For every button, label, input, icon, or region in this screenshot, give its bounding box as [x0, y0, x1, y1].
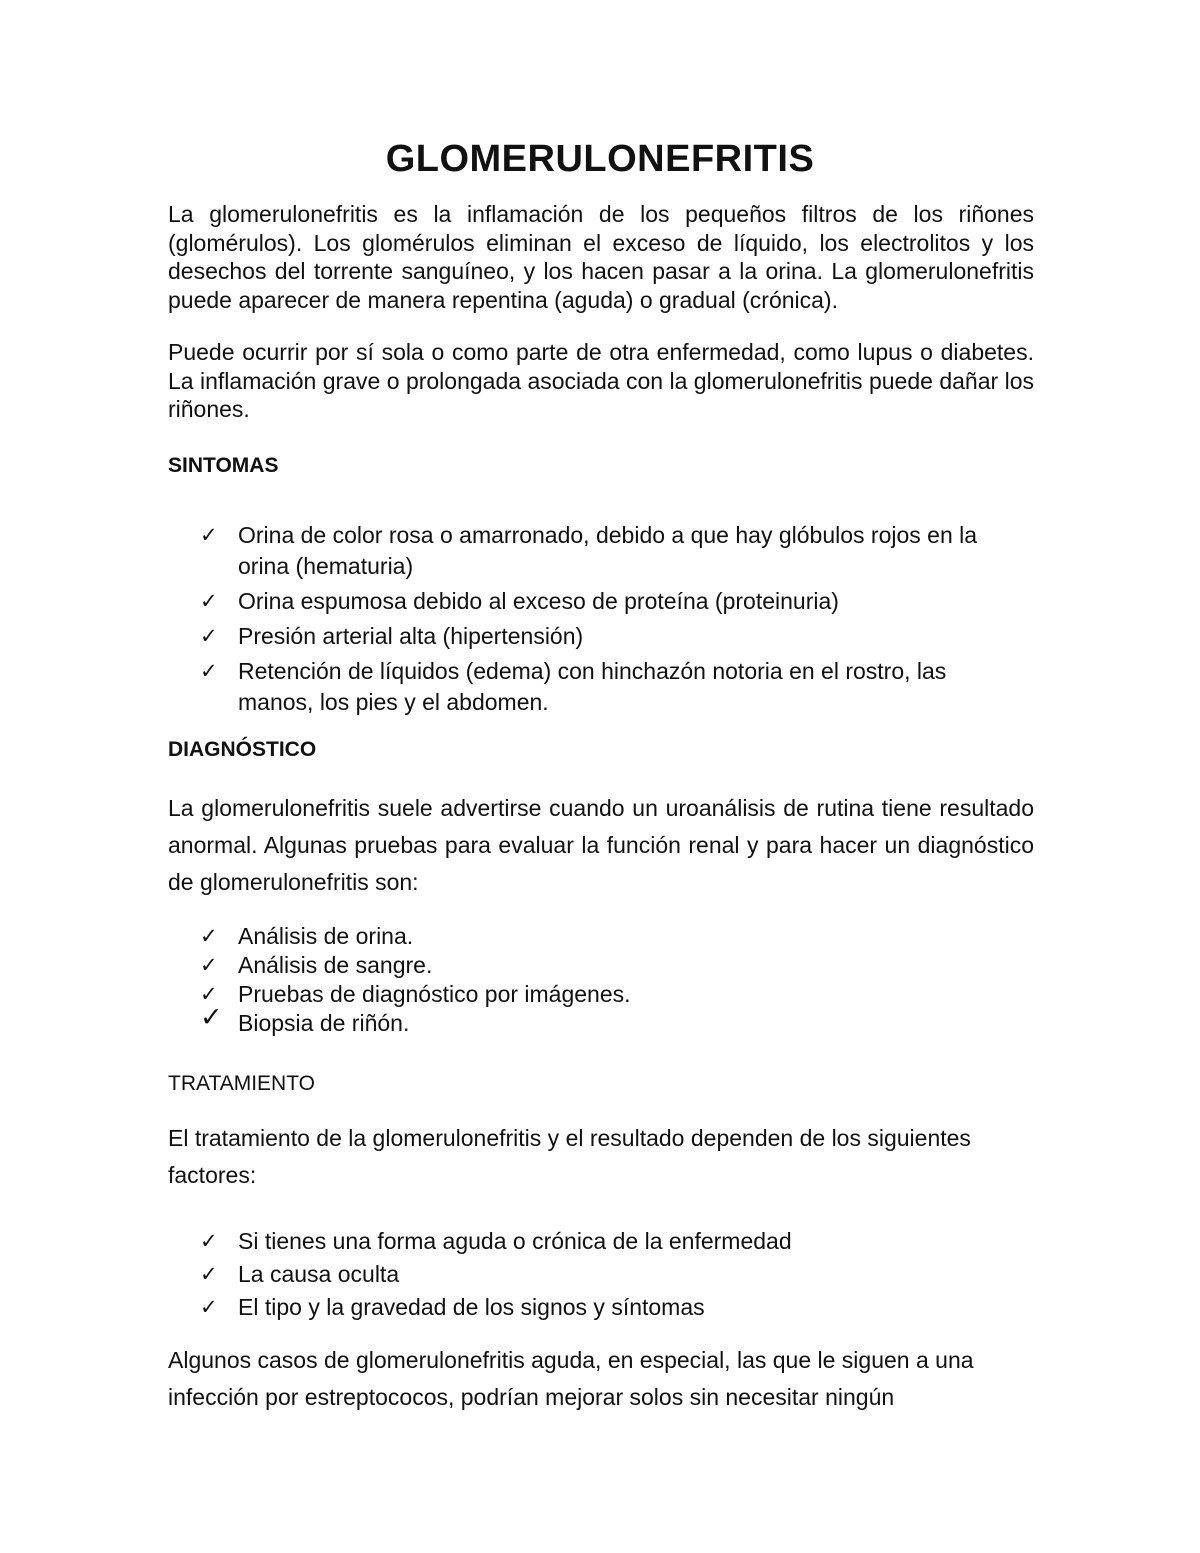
list-item-text: Análisis de orina. — [238, 923, 414, 949]
diagnostico-list — [200, 922, 1020, 1038]
tratamiento-closing-paragraph: Algunos casos de glomerulonefritis aguda, en especial, las que le siguen a una infección por estreptococos, podrían mejorar solos sin necesitar ningún — [168, 1347, 974, 1410]
check-mark-icon: ✓ — [200, 1002, 223, 1033]
list-item-text: Si tienes una forma aguda o crónica de la enfermedad — [238, 1228, 792, 1254]
list-item-text: Retención de líquidos (edema) con hinchazón notoria en el rostro, las manos, los pies y el abdomen. — [238, 658, 947, 715]
list-item — [200, 656, 1020, 718]
list-item — [200, 1292, 1020, 1323]
list-item-text: Orina de color rosa o amarronado, debido a que hay glóbulos rojos en la orina (hematuria) — [238, 522, 978, 579]
list-item — [200, 520, 1020, 582]
list-item-text: Biopsia de riñón. — [238, 1010, 410, 1036]
intro-paragraph-1: La glomerulonefritis es la inflamación de los pequeños filtros de los riñones (glomérulos). Los glomérulos eliminan el exceso de líquido, los electrolitos y los desechos del torrente sanguíneo, y los hacen pasar a la orina. La glomerulonefritis puede aparecer de manera repentina (aguda) o gradual (crónica). — [168, 201, 1034, 313]
check-mark-icon: ✓ — [200, 924, 218, 948]
sintomas-list — [200, 520, 1020, 718]
list-item — [200, 980, 1020, 1009]
check-mark-icon: ✓ — [200, 659, 218, 683]
check-mark-icon: ✓ — [200, 1229, 218, 1253]
check-mark-icon: ✓ — [200, 953, 218, 977]
list-item — [200, 951, 1020, 980]
tratamiento-list — [200, 1226, 1020, 1323]
list-item-text: Presión arterial alta (hipertensión) — [238, 623, 584, 649]
check-mark-icon: ✓ — [200, 1262, 218, 1286]
list-item — [200, 922, 1020, 951]
list-item-text: Pruebas de diagnóstico por imágenes. — [238, 981, 631, 1007]
sintomas-heading: SINTOMAS — [168, 454, 279, 477]
diagnostico-paragraph: La glomerulonefritis suele advertirse cuando un uroanálisis de rutina tiene resultado anormal. Algunas pruebas para evaluar la función renal y para hacer un diagnóstico de glomerulonefritis son: — [168, 795, 1034, 895]
check-mark-icon: ✓ — [200, 982, 218, 1006]
list-item — [200, 1259, 1020, 1290]
check-mark-icon: ✓ — [200, 1295, 218, 1319]
list-item — [200, 1002, 1020, 1038]
tratamiento-paragraph: El tratamiento de la glomerulonefritis y el resultado dependen de los siguientes factores: — [168, 1125, 971, 1188]
list-item — [200, 1226, 1020, 1257]
list-item — [200, 621, 1020, 652]
diagnostico-heading: DIAGNÓSTICO — [168, 738, 317, 761]
check-mark-icon: ✓ — [200, 523, 218, 547]
check-mark-icon: ✓ — [200, 624, 218, 648]
list-item-text: El tipo y la gravedad de los signos y síntomas — [238, 1294, 705, 1320]
list-item-text: La causa oculta — [238, 1261, 400, 1287]
document-title: GLOMERULONEFRITIS — [385, 138, 815, 180]
list-item-text: Orina espumosa debido al exceso de proteína (proteinuria) — [238, 588, 839, 614]
list-item — [200, 586, 1020, 617]
intro-paragraph-2: Puede ocurrir por sí sola o como parte de otra enfermedad, como lupus o diabetes. La inflamación grave o prolongada asociada con la glomerulonefritis puede dañar los riñones. — [168, 339, 1034, 422]
list-item-text: Análisis de sangre. — [238, 952, 433, 978]
check-mark-icon: ✓ — [200, 589, 218, 613]
tratamiento-heading: TRATAMIENTO — [168, 1072, 315, 1095]
